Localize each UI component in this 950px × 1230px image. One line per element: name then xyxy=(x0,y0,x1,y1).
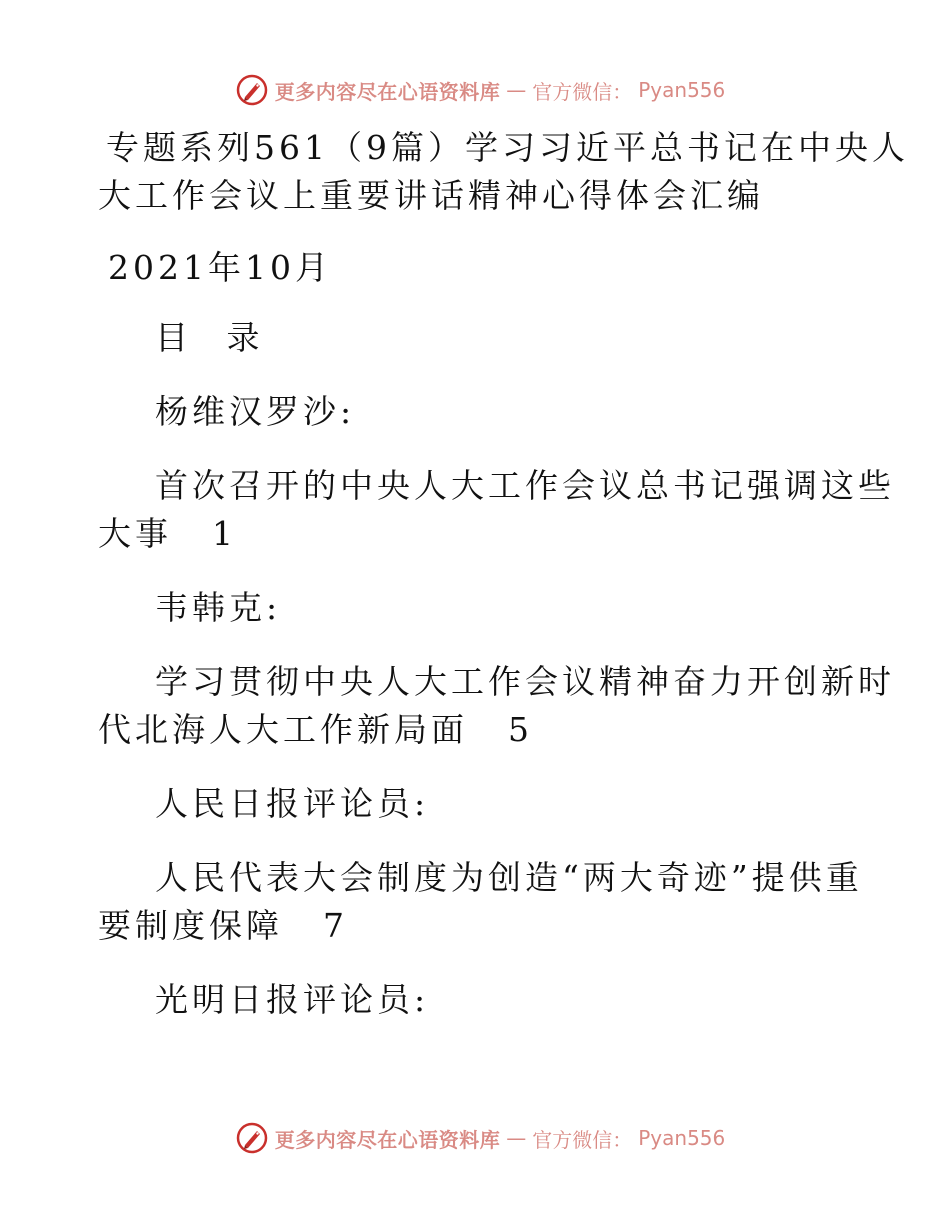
toc-entry-title-line-2 xyxy=(98,902,843,950)
toc-entry-title-tail: 大事 xyxy=(98,514,172,553)
toc-entry-author: 杨维汉罗沙: xyxy=(155,392,356,431)
toc-entry-title-tail: 要制度保障 xyxy=(98,906,283,945)
toc-entry-title-line-1: 首次召开的中央人大工作会议总书记强调这些 xyxy=(155,466,895,505)
header-watermark-text: 更多内容尽在心语资料库 xyxy=(274,79,501,104)
toc-entry-author: 光明日报评论员: xyxy=(155,980,430,1019)
toc-entry-author: 人民日报评论员: xyxy=(155,784,430,823)
footer-watermark-dash: — xyxy=(506,1126,527,1150)
toc-entry-title-tail: 代北海人大工作新局面 xyxy=(98,710,468,749)
toc-entry-page-number: 5 xyxy=(508,710,533,749)
toc-entry-page-number: 7 xyxy=(323,906,348,945)
header-wechat-id: Pyan556 xyxy=(638,78,726,102)
document-title-line-1: 专题系列561（9篇）学习习近平总书记在中央人 xyxy=(106,128,909,167)
toc-entry-title-line-1: 人民代表大会制度为创造“两大奇迹”提供重 xyxy=(155,858,863,897)
pen-nib-logo-icon xyxy=(235,73,269,107)
document-body xyxy=(98,124,909,1024)
toc-entry-title-line-2 xyxy=(98,510,843,558)
document-title-line-2: 大工作会议上重要讲话精神心得体会汇编 xyxy=(98,176,764,215)
toc-heading: 目 录 xyxy=(155,318,274,357)
footer-watermark-inner xyxy=(235,1121,726,1155)
toc-entry-page-number: 1 xyxy=(212,514,237,553)
toc-entry-author: 韦韩克: xyxy=(155,588,282,627)
footer-wechat-label: 官方微信： xyxy=(532,1127,633,1152)
header-watermark-inner xyxy=(235,73,726,107)
footer-watermark xyxy=(0,1118,950,1158)
header-watermark xyxy=(0,70,950,110)
header-watermark-dash: — xyxy=(506,78,527,102)
toc-entry-title-line-1: 学习贯彻中央人大工作会议精神奋力开创新时 xyxy=(155,662,895,701)
document-date: 2021年10月 xyxy=(108,248,332,287)
header-wechat-label: 官方微信： xyxy=(532,79,633,104)
footer-wechat-id: Pyan556 xyxy=(638,1126,726,1150)
pen-nib-logo-icon xyxy=(235,1121,269,1155)
toc-entry-title-line-2 xyxy=(98,706,843,754)
footer-watermark-text: 更多内容尽在心语资料库 xyxy=(274,1127,501,1152)
